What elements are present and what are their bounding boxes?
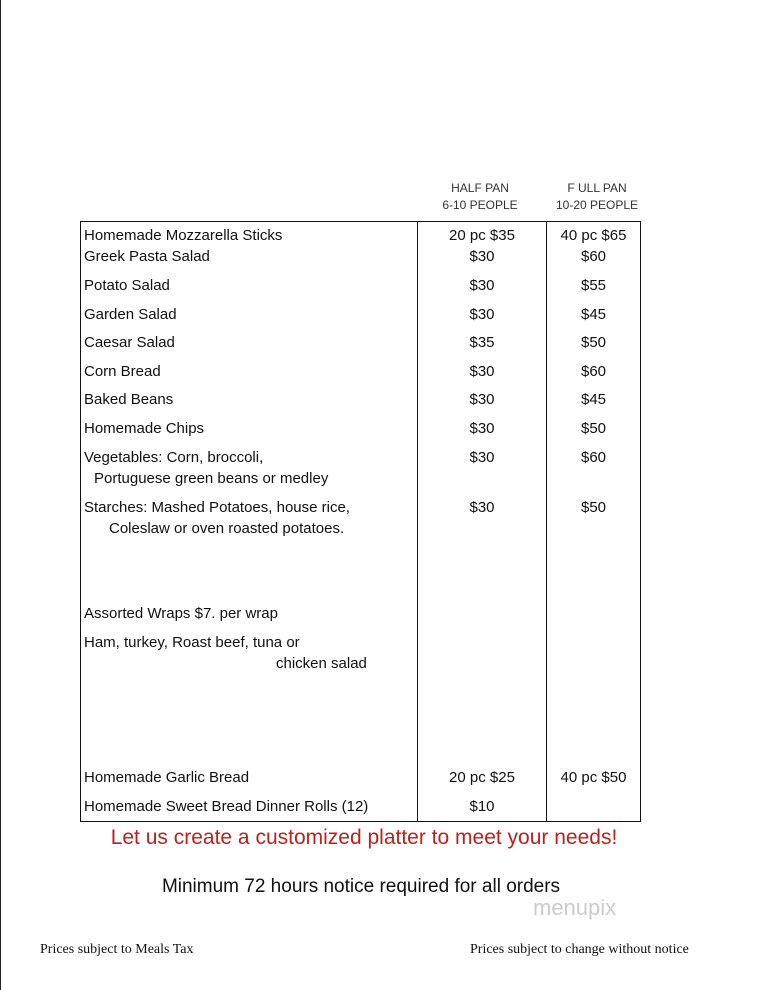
half-pan-price: $30 bbox=[469, 391, 495, 408]
half-pan-price: $10 bbox=[469, 798, 495, 815]
item-name: Corn Bread bbox=[84, 363, 161, 380]
item-name: Assorted Wraps $7. per wrap bbox=[84, 605, 278, 622]
half-pan-price: $30 bbox=[469, 420, 495, 437]
full-pan-people: 10-20 PEOPLE bbox=[555, 198, 639, 212]
full-pan-price: $60 bbox=[580, 449, 607, 466]
full-pan-price: $60 bbox=[580, 248, 607, 265]
half-pan-price: $30 bbox=[469, 499, 495, 516]
half-pan-price: $30 bbox=[469, 277, 495, 294]
full-pan-label: F ULL PAN bbox=[567, 181, 627, 195]
full-pan-price: $50 bbox=[580, 420, 607, 437]
footer-left: Prices subject to Meals Tax bbox=[40, 942, 194, 957]
item-name: Homemade Garlic Bread bbox=[84, 769, 250, 786]
full-pan-price: $50 bbox=[580, 334, 607, 351]
full-pan-price: $50 bbox=[580, 499, 607, 516]
item-name: Greek Pasta Salad bbox=[84, 248, 210, 265]
half-pan-label: HALF PAN bbox=[451, 181, 509, 195]
full-pan-price: $60 bbox=[580, 363, 607, 380]
full-pan-price: $45 bbox=[580, 306, 607, 323]
item-name: Baked Beans bbox=[84, 391, 174, 408]
menu-table bbox=[80, 221, 641, 822]
item-name: Ham, turkey, Roast beef, tuna or bbox=[84, 634, 300, 651]
full-pan-price: 40 pc $50 bbox=[560, 769, 627, 786]
half-pan-price: 20 pc $35 bbox=[449, 227, 515, 244]
item-name: Starches: Mashed Potatoes, house rice, bbox=[84, 499, 350, 516]
promo-text: Let us create a customized platter to meet your needs! bbox=[110, 826, 618, 849]
item-name: Homemade Chips bbox=[84, 420, 205, 437]
watermark-logo: menupix bbox=[533, 895, 617, 920]
half-pan-header bbox=[420, 180, 540, 214]
half-pan-price: $30 bbox=[469, 306, 495, 323]
item-name: Potato Salad bbox=[84, 277, 170, 294]
item-name: Homemade Sweet Bread Dinner Rolls (12) bbox=[84, 798, 369, 815]
footer-right: Prices subject to change without notice bbox=[470, 942, 689, 957]
item-name: chicken salad bbox=[276, 655, 367, 672]
full-pan-price: $45 bbox=[580, 391, 607, 408]
half-pan-people: 6-10 PEOPLE bbox=[442, 198, 518, 212]
full-pan-header bbox=[537, 180, 657, 214]
item-name: Portuguese green beans or medley bbox=[94, 470, 329, 487]
notice-text: Minimum 72 hours notice required for all orders bbox=[161, 876, 561, 897]
full-pan-price: $55 bbox=[580, 277, 607, 294]
half-pan-price: $30 bbox=[469, 248, 495, 265]
item-name: Caesar Salad bbox=[84, 334, 175, 351]
half-pan-price: $30 bbox=[469, 449, 495, 466]
item-name: Vegetables: Corn, broccoli, bbox=[84, 449, 264, 466]
item-name: Garden Salad bbox=[84, 306, 177, 323]
half-pan-price: $30 bbox=[469, 363, 495, 380]
half-pan-price: $35 bbox=[469, 334, 495, 351]
full-pan-price: 40 pc $65 bbox=[560, 227, 627, 244]
item-name: Homemade Mozzarella Sticks bbox=[84, 227, 283, 244]
half-pan-price: 20 pc $25 bbox=[449, 769, 515, 786]
item-name: Coleslaw or oven roasted potatoes. bbox=[109, 520, 345, 537]
